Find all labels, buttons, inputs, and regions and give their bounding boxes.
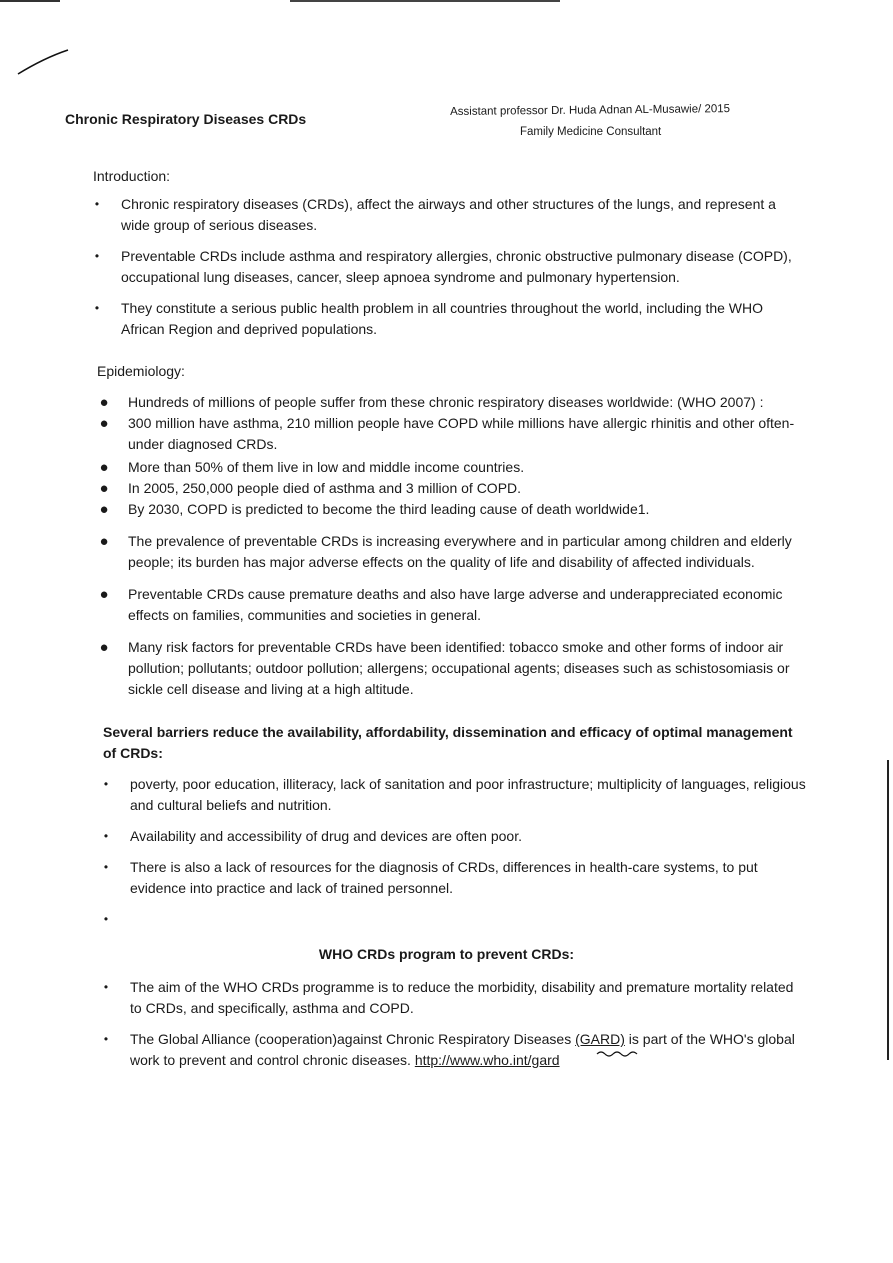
scan-edge-right bbox=[887, 760, 889, 1060]
list-item: • bbox=[103, 912, 109, 926]
barriers-heading: Several barriers reduce the availability, affordability, dissemination and efficacy of optimal management of CRDs: bbox=[103, 724, 793, 761]
gard-link[interactable]: http://www.who.int/gard bbox=[414, 1052, 560, 1068]
author-role: Family Medicine Consultant bbox=[520, 126, 662, 138]
introduction-heading: Introduction: bbox=[93, 168, 171, 184]
epidemiology-list bbox=[94, 392, 806, 700]
list-item: • poverty, poor education, illiteracy, lack of sanitation and poor infrastructure; multiplicity of languages, religious and cultural beliefs and nutrition. bbox=[103, 776, 806, 813]
list-item: ● Many risk factors for preventable CRDs have been identified: tobacco smoke and other forms of indoor air pollution; pollutants; outdoor pollution; allergens; occupational agents; diseases such as schistosomiasis or sickle cell disease and living at a high altitude. bbox=[99, 639, 790, 697]
list-item: • Availability and accessibility of drug and devices are often poor. bbox=[103, 828, 522, 844]
list-item: ● Preventable CRDs cause premature deaths and also have large adverse and underappreciated economic effects on families, communities and societies in general. bbox=[99, 586, 783, 623]
scan-line bbox=[0, 0, 60, 2]
list-item: ● Hundreds of millions of people suffer from these chronic respiratory diseases worldwide: (WHO 2007) : bbox=[99, 394, 764, 411]
program-heading: WHO CRDs program to prevent CRDs: bbox=[318, 946, 575, 962]
scan-line bbox=[290, 0, 560, 2]
list-item: • Chronic respiratory diseases (CRDs), affect the airways and other structures of the lungs, and represent a wide group of serious diseases. bbox=[94, 196, 776, 233]
epidemiology-heading: Epidemiology: bbox=[97, 363, 185, 379]
squiggle-underline-mark bbox=[596, 1050, 642, 1058]
list-item: ● 300 million have asthma, 210 million people have COPD while millions have allergic rhinitis and other often-under diagnosed CRDs. bbox=[99, 415, 795, 452]
list-item: ● By 2030, COPD is predicted to become the third leading cause of death worldwide1. bbox=[99, 501, 650, 518]
gard-acronym: (GARD) bbox=[575, 1031, 625, 1047]
pen-stroke-mark bbox=[16, 48, 76, 78]
introduction-list bbox=[87, 194, 807, 340]
author-line: Assistant professor Dr. Huda Adnan AL-Musawie/ 2015 bbox=[450, 103, 731, 118]
list-item: • There is also a lack of resources for the diagnosis of CRDs, differences in health-care systems, to put evidence into practice and lack of trained personnel. bbox=[103, 859, 758, 896]
list-item: ● More than 50% of them live in low and middle income countries. bbox=[99, 459, 525, 476]
list-item: • The aim of the WHO CRDs programme is to reduce the morbidity, disability and premature mortality related to CRDs, and specifically, asthma and COPD. bbox=[103, 979, 794, 1016]
list-item: ● In 2005, 250,000 people died of asthma and 3 million of COPD. bbox=[99, 480, 522, 497]
list-item: • They constitute a serious public health problem in all countries throughout the world, including the WHO African Region and deprived populations. bbox=[94, 300, 764, 337]
list-item: ● The prevalence of preventable CRDs is increasing everywhere and in particular among children and elderly people; its burden has major adverse effects on the quality of life and disability of affected individuals. bbox=[99, 533, 792, 570]
program-list bbox=[96, 977, 808, 1071]
list-item: • Preventable CRDs include asthma and respiratory allergies, chronic obstructive pulmonary disease (COPD), occupational lung diseases, cancer, sleep apnoea syndrome and pulmonary hypertension. bbox=[94, 248, 792, 285]
document-title: Chronic Respiratory Diseases CRDs bbox=[65, 111, 307, 127]
list-item: • The Global Alliance (cooperation)against Chronic Respiratory Diseases (GARD) is part of the WHO's global work to prevent and control chronic diseases. http://www.who.int/gard bbox=[103, 1031, 795, 1068]
scan-edge-top bbox=[0, 0, 893, 6]
barriers-list bbox=[96, 774, 808, 930]
